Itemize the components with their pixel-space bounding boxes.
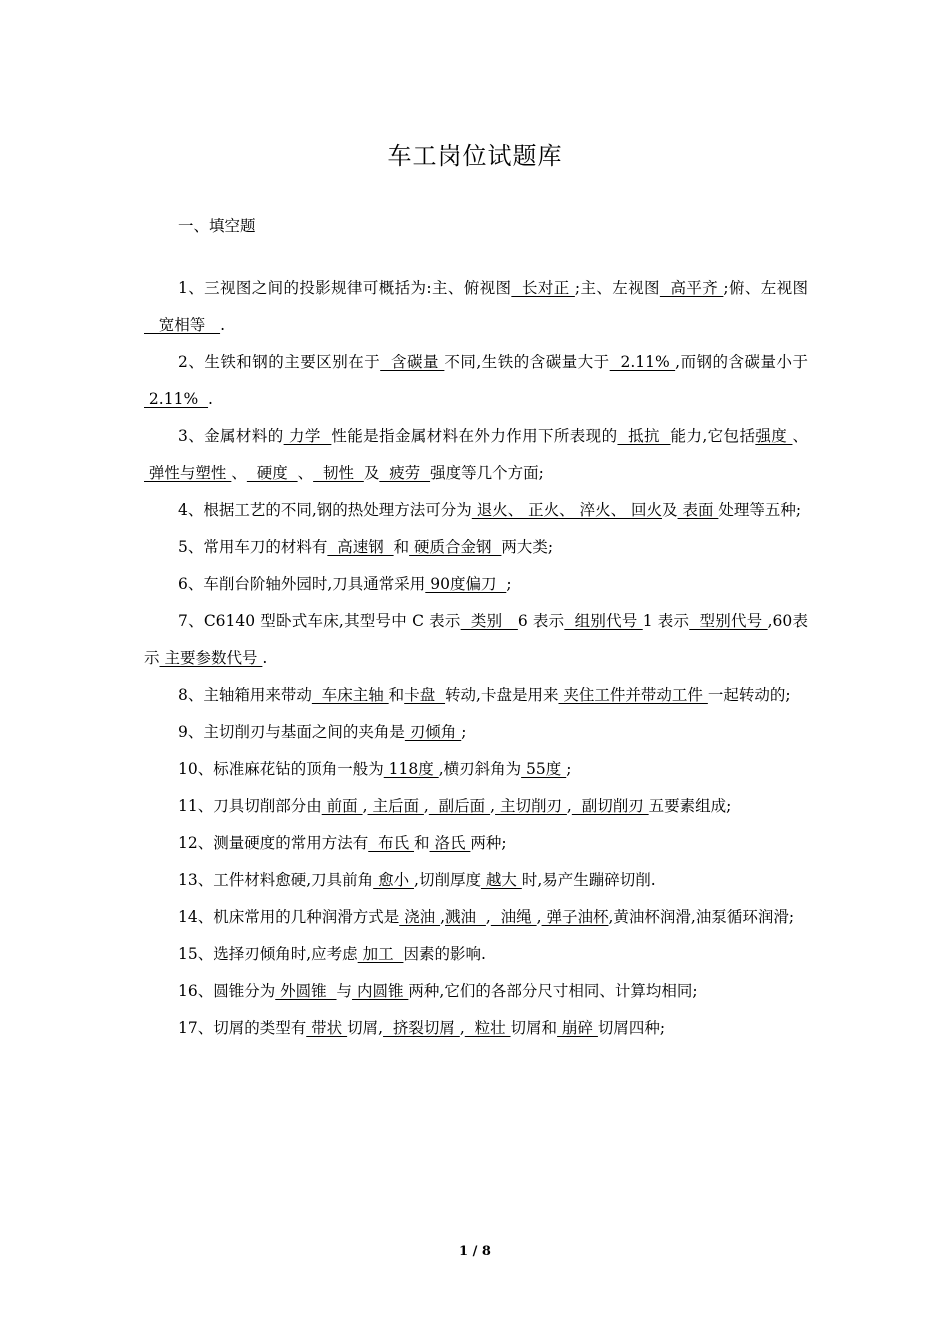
answer-blank: 90度偏刀 bbox=[425, 575, 507, 593]
question-item bbox=[144, 344, 808, 418]
question-item bbox=[144, 936, 808, 973]
question-text: 五要素组成; bbox=[648, 797, 732, 815]
question-text: ,60表示 bbox=[144, 612, 808, 667]
question-text: 8、主轴箱用来带动 bbox=[178, 686, 312, 704]
question-text: 16、圆锥分为 bbox=[178, 982, 276, 1000]
question-text: . bbox=[262, 649, 268, 667]
answer-blank: 卡盘 bbox=[404, 686, 446, 704]
question-text: , bbox=[459, 1019, 465, 1037]
answer-blank: 类别 bbox=[460, 612, 518, 630]
answer-blank: 表面 bbox=[677, 501, 719, 519]
question-text: 12、测量硬度的常用方法有 bbox=[178, 834, 369, 852]
answer-blank: 副后面 bbox=[428, 797, 491, 815]
answer-blank: 硬质合金钢 bbox=[409, 538, 502, 556]
answer-blank: 长对正 bbox=[511, 279, 575, 297]
question-list bbox=[144, 270, 808, 1047]
answer-blank: 副切削刃 bbox=[571, 797, 649, 815]
question-text: , bbox=[440, 908, 446, 926]
answer-blank: 外圆锥 bbox=[275, 982, 337, 1000]
question-item bbox=[144, 529, 808, 566]
question-text: 17、切屑的类型有 bbox=[178, 1019, 307, 1037]
answer-blank: 韧性 bbox=[313, 464, 364, 482]
question-text: 4、根据工艺的不同,钢的热处理方法可分为 bbox=[178, 501, 472, 519]
answer-blank: 浇油 bbox=[399, 908, 441, 926]
question-text: ,切削厚度 bbox=[414, 871, 481, 889]
answer-blank: 洛氏 bbox=[429, 834, 471, 852]
question-text: 及 bbox=[662, 501, 678, 519]
question-text: 7、C6140 型卧式车床,其型号中 C 表示 bbox=[178, 612, 461, 630]
answer-blank: 退火、 正火、 淬火、 回火 bbox=[471, 501, 663, 519]
question-text: 15、选择刃倾角时,应考虑 bbox=[178, 945, 358, 963]
question-text: 6、车削台阶轴外园时,刀具通常采用 bbox=[178, 575, 426, 593]
question-text: ,横刃斜角为 bbox=[438, 760, 522, 778]
answer-blank: 布氏 bbox=[368, 834, 415, 852]
question-text: 、 bbox=[231, 464, 247, 482]
question-text: 11、刀具切削部分由 bbox=[178, 797, 322, 815]
question-text: , bbox=[362, 797, 368, 815]
answer-blank: 弹子油杯 bbox=[541, 908, 609, 926]
question-text: 1、三视图之间的投影规律可概括为:主、俯视图 bbox=[178, 279, 512, 297]
question-text: 3、金属材料的 bbox=[178, 427, 284, 445]
answer-blank: 挤裂切屑 bbox=[383, 1019, 460, 1037]
answer-blank: 油绳 bbox=[490, 908, 537, 926]
question-text: 14、机床常用的几种润滑方式是 bbox=[178, 908, 400, 926]
question-text: 两种,它们的各部分尺寸相同、计算均相同; bbox=[408, 982, 698, 1000]
question-text: 两大类; bbox=[501, 538, 554, 556]
question-text: . bbox=[208, 390, 213, 408]
question-text: 9、主切削刃与基面之间的夹角是 bbox=[178, 723, 405, 741]
answer-blank: 抵抗 bbox=[617, 427, 671, 445]
answer-blank: 高速钢 bbox=[327, 538, 394, 556]
question-text: 13、工件材料愈硬,刀具前角 bbox=[178, 871, 374, 889]
question-item bbox=[144, 566, 808, 603]
question-text: 和 bbox=[388, 686, 405, 704]
question-text: 切屑四种; bbox=[597, 1019, 666, 1037]
question-text: 切屑, bbox=[347, 1019, 384, 1037]
question-text: 处理等五种; bbox=[718, 501, 802, 519]
question-text: 时,易产生蹦碎切削. bbox=[521, 871, 656, 889]
question-item bbox=[144, 603, 808, 677]
page-number: 1 / 8 bbox=[459, 1244, 491, 1259]
question-text: ;主、左视图 bbox=[574, 279, 660, 297]
answer-blank: 加工 bbox=[357, 945, 404, 963]
question-text: ; bbox=[566, 760, 572, 778]
answer-blank: 55度 bbox=[521, 760, 567, 778]
answer-blank: 宽相等 bbox=[144, 316, 221, 334]
answer-blank: 2.11% bbox=[609, 353, 676, 371]
question-text: ,而钢的含碳量小于 bbox=[675, 353, 808, 371]
answer-blank: 粒壮 bbox=[464, 1019, 511, 1037]
question-text: , bbox=[566, 797, 572, 815]
question-text: . bbox=[220, 316, 225, 334]
question-item bbox=[144, 270, 808, 344]
answer-blank: 带状 bbox=[306, 1019, 348, 1037]
question-item bbox=[144, 862, 808, 899]
question-text: 、 bbox=[792, 427, 808, 445]
answer-blank: 愈小 bbox=[373, 871, 415, 889]
question-text: 、 bbox=[297, 464, 314, 482]
answer-blank: 溅油 bbox=[445, 908, 486, 926]
question-text: 能力,它包括 bbox=[670, 427, 756, 445]
question-item bbox=[144, 973, 808, 1010]
question-text: 强度等几个方面; bbox=[430, 464, 544, 482]
question-text: 1 表示 bbox=[642, 612, 690, 630]
question-text: ;俯、左视图 bbox=[723, 279, 808, 297]
answer-blank: 高平齐 bbox=[659, 279, 724, 297]
answer-blank: 2.11% bbox=[144, 390, 209, 408]
question-text: 10、标准麻花钻的顶角一般为 bbox=[178, 760, 384, 778]
question-text: 因素的影响. bbox=[403, 945, 486, 963]
question-item bbox=[144, 751, 808, 788]
answer-blank: 崩碎 bbox=[557, 1019, 598, 1037]
question-text: 及 bbox=[363, 464, 380, 482]
answer-blank: 内圆锥 bbox=[352, 982, 409, 1000]
answer-blank: 疲劳 bbox=[379, 464, 431, 482]
question-text: ,黄油杯润滑,油泵循环润滑; bbox=[608, 908, 795, 926]
question-text: , bbox=[490, 797, 496, 815]
page-title: 车工岗位试题库 bbox=[387, 142, 563, 170]
answer-blank: 刃倾角 bbox=[404, 723, 462, 741]
question-text: 一起转动的; bbox=[707, 686, 791, 704]
question-text: 不同,生铁的含碳量大于 bbox=[444, 353, 610, 371]
question-text: 2、生铁和钢的主要区别在于 bbox=[178, 353, 381, 371]
answer-blank: 前面 bbox=[321, 797, 363, 815]
question-text: 和 bbox=[414, 834, 430, 852]
section-title: 一、填空题 bbox=[178, 217, 256, 235]
question-item bbox=[144, 1010, 808, 1047]
answer-blank: 硬度 bbox=[246, 464, 298, 482]
answer-blank: 越大 bbox=[480, 871, 522, 889]
answer-blank: 夹住工件并带动工件 bbox=[558, 686, 708, 704]
question-text: , bbox=[485, 908, 491, 926]
question-text: 和 bbox=[393, 538, 410, 556]
question-text: 转动,卡盘是用来 bbox=[445, 686, 559, 704]
answer-blank: 力学 bbox=[283, 427, 332, 445]
question-item bbox=[144, 418, 808, 492]
question-item bbox=[144, 492, 808, 529]
answer-blank: 118度 bbox=[383, 760, 439, 778]
question-text: 与 bbox=[336, 982, 353, 1000]
question-item bbox=[144, 714, 808, 751]
question-text: 两种; bbox=[470, 834, 507, 852]
answer-blank: 主要参数代号 bbox=[159, 649, 263, 667]
answer-blank: 弹性与塑性 bbox=[144, 464, 232, 482]
question-text: , bbox=[536, 908, 542, 926]
answer-blank: 型别代号 bbox=[689, 612, 768, 630]
question-item bbox=[144, 899, 808, 936]
question-item bbox=[144, 677, 808, 714]
question-text: 5、常用车刀的材料有 bbox=[178, 538, 328, 556]
question-text: 性能是指金属材料在外力作用下所表现的 bbox=[331, 427, 618, 445]
question-text: 切屑和 bbox=[510, 1019, 558, 1037]
answer-blank: 主后面 bbox=[367, 797, 424, 815]
answer-blank: 强度 bbox=[755, 427, 793, 445]
question-item bbox=[144, 825, 808, 862]
question-text: ; bbox=[461, 723, 467, 741]
question-text: , bbox=[423, 797, 429, 815]
question-item bbox=[144, 788, 808, 825]
answer-blank: 车床主轴 bbox=[311, 686, 389, 704]
question-text: 6 表示 bbox=[517, 612, 565, 630]
question-text: ; bbox=[506, 575, 512, 593]
answer-blank: 组别代号 bbox=[564, 612, 643, 630]
answer-blank: 含碳量 bbox=[380, 353, 445, 371]
answer-blank: 主切削刃 bbox=[495, 797, 567, 815]
